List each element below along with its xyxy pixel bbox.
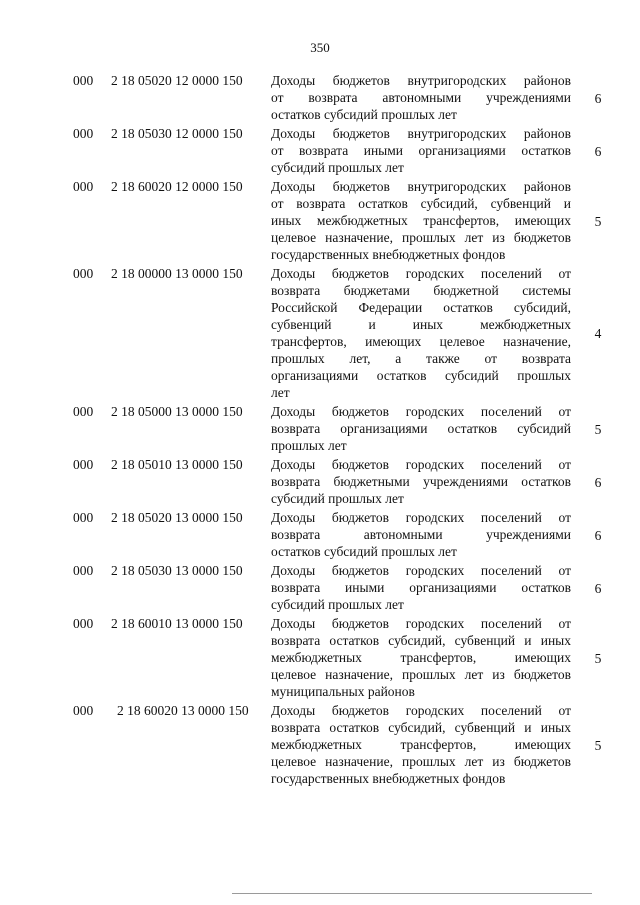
description-line: возврата организациями остатков субсидий <box>271 421 571 436</box>
description-line: государственных внебюджетных фондов <box>271 247 506 262</box>
level-number: 6 <box>594 144 602 159</box>
description-line: возврата остатков субсидий, субвенций и иных <box>271 633 571 648</box>
description-line: Доходы бюджетов внутригородских районов <box>271 126 571 141</box>
income-description <box>271 403 571 454</box>
table-row <box>0 509 640 560</box>
level-number: 6 <box>594 91 602 106</box>
description-line: возврата автономными учреждениями <box>271 527 571 542</box>
description-line: Доходы бюджетов городских поселений от <box>271 457 571 472</box>
description-line: трансфертов, имеющих целевое назначение, <box>271 334 571 349</box>
admin-code: 000 <box>73 616 94 631</box>
description-line: межбюджетных трансфертов, имеющих <box>271 737 571 752</box>
description-line: прошлых лет <box>271 438 347 453</box>
bottom-rule <box>232 893 592 894</box>
income-description <box>271 72 571 123</box>
budget-classification-code: 2 18 05030 12 0000 150 <box>111 126 243 141</box>
description-line: иных межбюджетных трансфертов, имеющих <box>271 213 571 228</box>
table-row <box>0 125 640 176</box>
table-row <box>0 403 640 454</box>
description-line: Доходы бюджетов городских поселений от <box>271 266 571 281</box>
description-line: организациями остатков субсидий прошлых <box>271 368 571 383</box>
level-number: 5 <box>594 214 602 229</box>
admin-code: 000 <box>73 179 94 194</box>
admin-code: 000 <box>73 266 94 281</box>
level-number: 5 <box>594 651 602 666</box>
income-description <box>271 702 571 787</box>
admin-code: 000 <box>73 73 94 88</box>
page-number: 350 <box>310 40 330 55</box>
description-line: субсидий прошлых лет <box>271 160 404 175</box>
admin-code: 000 <box>73 563 94 578</box>
description-line: Доходы бюджетов городских поселений от <box>271 616 571 631</box>
budget-classification-code: 2 18 60020 12 0000 150 <box>111 179 243 194</box>
description-line: лет <box>271 385 290 400</box>
table-row <box>0 178 640 263</box>
admin-code: 000 <box>73 703 94 718</box>
description-line: субсидий прошлых лет <box>271 597 404 612</box>
level-number: 4 <box>594 326 602 341</box>
description-line: целевое назначение, прошлых лет из бюджетов <box>271 754 571 769</box>
table-row <box>0 72 640 123</box>
budget-classification-code: 2 18 05000 13 0000 150 <box>111 404 243 419</box>
description-line: межбюджетных трансфертов, имеющих <box>271 650 571 665</box>
admin-code: 000 <box>73 404 94 419</box>
description-line: от возврата иными организациями остатков <box>271 143 571 158</box>
income-codes-table <box>0 72 640 787</box>
description-line: субвенций и иных межбюджетных <box>271 317 571 332</box>
income-description <box>271 125 571 176</box>
description-line: субсидий прошлых лет <box>271 491 404 506</box>
income-description <box>271 615 571 700</box>
table-row <box>0 265 640 401</box>
description-line: возврата бюджетными учреждениями остатков <box>271 474 571 489</box>
admin-code: 000 <box>73 457 94 472</box>
income-description <box>271 265 571 401</box>
budget-classification-code: 2 18 05020 13 0000 150 <box>111 510 243 525</box>
level-number: 6 <box>594 475 602 490</box>
income-description <box>271 178 571 263</box>
description-line: остатков субсидий прошлых лет <box>271 107 457 122</box>
level-number: 6 <box>594 581 602 596</box>
table-row <box>0 615 640 700</box>
description-line: государственных внебюджетных фондов <box>271 771 506 786</box>
budget-classification-code: 2 18 05010 13 0000 150 <box>111 457 243 472</box>
description-line: Доходы бюджетов городских поселений от <box>271 703 571 718</box>
level-number: 6 <box>594 528 602 543</box>
description-line: Доходы бюджетов городских поселений от <box>271 404 571 419</box>
level-number: 5 <box>594 738 602 753</box>
description-line: Доходы бюджетов городских поселений от <box>271 510 571 525</box>
table-row <box>0 702 640 787</box>
budget-classification-code: 2 18 60020 13 0000 150 <box>117 703 249 718</box>
description-line: Доходы бюджетов внутригородских районов <box>271 179 571 194</box>
description-line: от возврата автономными учреждениями <box>271 90 571 105</box>
level-number: 5 <box>594 422 602 437</box>
description-line: Доходы бюджетов внутригородских районов <box>271 73 571 88</box>
description-line: целевое назначение, прошлых лет из бюджетов <box>271 667 571 682</box>
description-line: Доходы бюджетов городских поселений от <box>271 563 571 578</box>
income-description <box>271 456 571 507</box>
budget-classification-code: 2 18 05020 12 0000 150 <box>111 73 243 88</box>
table-row <box>0 456 640 507</box>
budget-classification-code: 2 18 05030 13 0000 150 <box>111 563 243 578</box>
description-line: возврата бюджетами бюджетной системы <box>271 283 571 298</box>
description-line: от возврата остатков субсидий, субвенций и <box>271 196 571 211</box>
description-line: Российской Федерации остатков субсидий, <box>271 300 571 315</box>
description-line: остатков субсидий прошлых лет <box>271 544 457 559</box>
income-description <box>271 562 571 613</box>
admin-code: 000 <box>73 510 94 525</box>
description-line: муниципальных районов <box>271 684 415 699</box>
budget-classification-code: 2 18 00000 13 0000 150 <box>111 266 243 281</box>
description-line: возврата остатков субсидий, субвенций и иных <box>271 720 571 735</box>
description-line: возврата иными организациями остатков <box>271 580 571 595</box>
table-row <box>0 562 640 613</box>
income-description <box>271 509 571 560</box>
admin-code: 000 <box>73 126 94 141</box>
description-line: прошлых лет, а также от возврата <box>271 351 571 366</box>
description-line: целевое назначение, прошлых лет из бюджетов <box>271 230 571 245</box>
budget-classification-code: 2 18 60010 13 0000 150 <box>111 616 243 631</box>
